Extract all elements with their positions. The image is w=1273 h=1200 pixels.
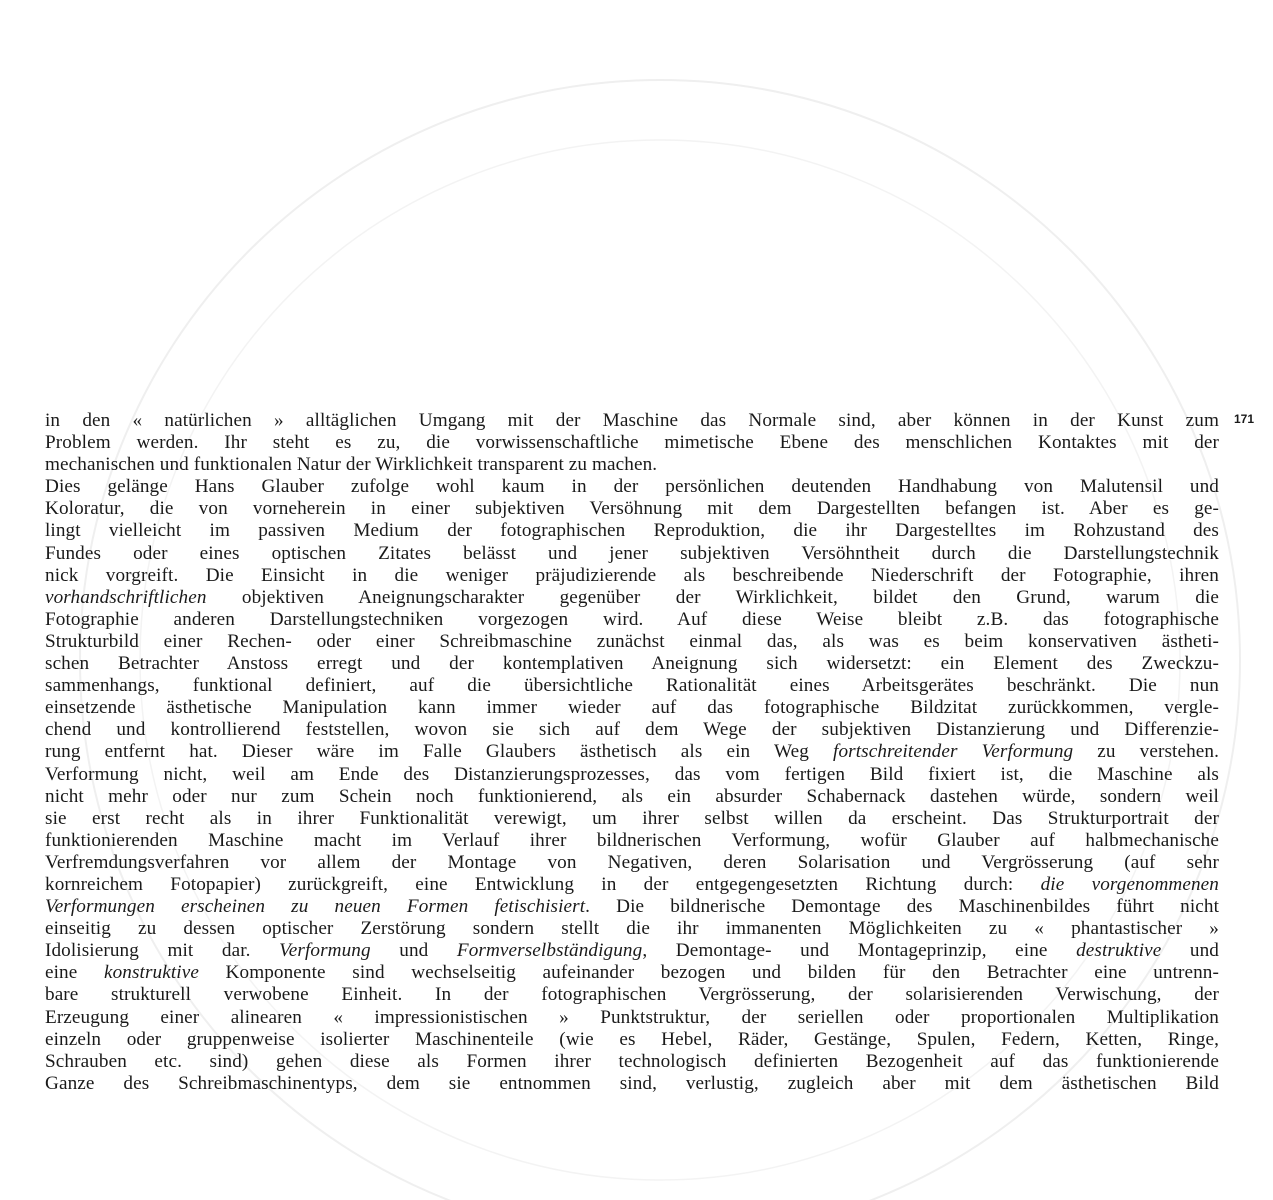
text-line	[45, 962, 1219, 984]
text-line	[45, 675, 1219, 697]
text-line	[45, 476, 1219, 498]
text-line	[45, 852, 1219, 874]
italic-phrase: konstruktive	[103, 962, 199, 984]
text-line	[45, 940, 1219, 962]
italic-phrase: Formverselbständigung	[456, 940, 643, 962]
text-line	[45, 631, 1219, 653]
text-segment: Idolisierung mit dar.	[45, 940, 280, 962]
text-segment: , Demontage- und Montageprinzip, eine	[642, 940, 1077, 962]
text-line	[45, 830, 1219, 852]
text-line	[45, 764, 1219, 786]
text-line	[45, 786, 1219, 808]
text-segment: Koloratur, die von vorneherein in einer subjektiven Versöhnung mit dem Dargestellten befangen ist. Aber es ge-	[45, 498, 1219, 520]
page-number: 171	[1234, 412, 1255, 426]
text-line	[45, 565, 1219, 587]
text-segment: Verformung nicht, weil am Ende des Distanzierungsprozesses, das vom fertigen Bild fixiert ist, die Maschine als	[45, 763, 1219, 785]
text-segment: einsetzende ästhetische Manipulation kann immer wieder auf das fotographische Bildzitat zurückkommen, vergle-	[45, 697, 1219, 719]
text-segment: chend und kontrollierend feststellen, wovon sie sich auf dem Wege der subjektiven Distanzierung und Differenzie-	[45, 719, 1219, 741]
text-line	[45, 410, 1219, 432]
italic-phrase: Verformungen erscheinen zu neuen Formen fetischisiert	[45, 896, 586, 918]
text-segment: objektiven Aneignungscharakter gegenüber der Wirklichkeit, bildet den Grund, warum die	[206, 586, 1219, 608]
text-line	[45, 432, 1219, 454]
text-segment: sie erst recht als in ihrer Funktionalität verewigt, um ihrer selbst willen da erscheint. Das Strukturportrait der	[45, 807, 1219, 829]
text-segment: einzeln oder gruppenweise isolierter Maschinenteile (wie es Hebel, Räder, Gestänge, Spulen, Federn, Ketten, Ringe,	[45, 1028, 1219, 1050]
text-segment: Fotographie anderen Darstellungstechniken vorgezogen wird. Auf diese Weise bleibt z.B. das fotographische	[45, 608, 1219, 630]
text-segment: Ganze des Schreibmaschinentyps, dem sie entnommen sind, verlustig, zugleich aber mit dem ästhetischen Bild	[45, 1072, 1219, 1094]
text-segment: Problem werden. Ihr steht es zu, die vorwissenschaftliche mimetische Ebene des menschlichen Kontaktes mit der	[45, 432, 1219, 454]
text-segment: Strukturbild einer Rechen- oder einer Schreibmaschine zunächst einmal das, als was es beim konservativen ästheti-	[45, 630, 1219, 652]
text-segment: Erzeugung einer alinearen « impressionistischen » Punktstruktur, der seriellen oder proportionalen Multiplikation	[45, 1006, 1219, 1028]
text-line	[45, 896, 1219, 918]
text-line	[45, 1051, 1219, 1073]
text-segment: Dies gelänge Hans Glauber zufolge wohl kaum in der persönlichen deutenden Handhabung von Malutensil und	[45, 476, 1219, 498]
text-segment: zu verstehen.	[1073, 741, 1219, 763]
text-line	[45, 984, 1219, 1006]
text-line	[45, 741, 1219, 763]
text-line	[45, 918, 1219, 940]
text-segment: mechanischen und funktionalen Natur der Wirklichkeit transparent zu machen.	[45, 454, 658, 476]
text-segment: und	[370, 940, 457, 962]
text-line	[45, 609, 1219, 631]
text-segment: nicht mehr oder nur zum Schein noch funktionierend, als ein absurder Schabernack dastehen würde, sondern weil	[45, 785, 1219, 807]
italic-phrase: vorhandschriftlichen	[45, 586, 207, 608]
text-segment: Fundes oder eines optischen Zitates belässt und jener subjektiven Versöhntheit durch die Darstellungstechnik	[45, 542, 1219, 564]
text-segment: kornreichem Fotopapier) zurückgreift, eine Entwicklung in der entgegengesetzten Richtung durch:	[45, 873, 1041, 895]
text-line	[45, 653, 1219, 675]
text-line	[45, 874, 1219, 896]
text-line	[45, 498, 1219, 520]
text-segment: lingt vielleicht im passiven Medium der fotographischen Reproduktion, die ihr Dargestelltes im Rohzustand des	[45, 520, 1219, 542]
text-line	[45, 1073, 1219, 1095]
text-segment: nick vorgreift. Die Einsicht in die weniger präjudizierende als beschreibende Niederschrift der Fotographie, ihren	[45, 564, 1219, 586]
text-line	[45, 587, 1219, 609]
text-segment: eine	[45, 962, 104, 984]
text-line	[45, 1007, 1219, 1029]
text-line	[45, 454, 1219, 476]
italic-phrase: fortschreitender Verformung	[833, 741, 1074, 763]
text-line	[45, 719, 1219, 741]
text-segment: Schrauben etc. sind) gehen diese als Formen ihrer technologisch definierten Bezogenheit auf das funktionierende	[45, 1050, 1219, 1072]
text-line	[45, 1029, 1219, 1051]
text-segment: einseitig zu dessen optischer Zerstörung sondern stellt die ihr immanenten Möglichkeiten zu « phantastischer »	[45, 918, 1219, 940]
italic-phrase: Verformung	[279, 940, 371, 962]
text-segment: Komponente sind wechselseitig aufeinander bezogen und bilden für den Betrachter eine untrenn-	[198, 962, 1219, 984]
text-line	[45, 808, 1219, 830]
text-line	[45, 697, 1219, 719]
text-segment: bare strukturell verwobene Einheit. In der fotographischen Vergrösserung, der solarisierenden Verwischung, der	[45, 984, 1219, 1006]
text-segment: und	[1161, 940, 1219, 962]
text-segment: rung entfernt hat. Dieser wäre im Falle Glaubers ästhetisch als ein Weg	[45, 741, 834, 763]
italic-phrase: destruktive	[1076, 940, 1162, 962]
body-text	[45, 410, 1219, 1095]
text-line	[45, 520, 1219, 542]
text-segment: in den « natürlichen » alltäglichen Umgang mit der Maschine das Normale sind, aber können in der Kunst zum	[45, 410, 1219, 431]
text-segment: sammenhangs, funktional definiert, auf die übersichtliche Rationalität eines Arbeitsgerätes beschränkt. Die nun	[45, 675, 1219, 697]
text-segment: . Die bildnerische Demontage des Maschinenbildes führt nicht	[585, 896, 1219, 918]
text-segment: Verfremdungsverfahren vor allem der Montage von Negativen, deren Solarisation und Vergrösserung (auf sehr	[45, 851, 1219, 873]
text-line	[45, 543, 1219, 565]
text-segment: schen Betrachter Anstoss erregt und der kontemplativen Aneignung sich widersetzt: ein Element des Zweckzu-	[45, 653, 1219, 675]
italic-phrase: die vorgenommenen	[1040, 873, 1219, 895]
text-segment: funktionierenden Maschine macht im Verlauf ihrer bildnerischen Verformung, wofür Glauber auf halbmechanische	[45, 829, 1219, 851]
